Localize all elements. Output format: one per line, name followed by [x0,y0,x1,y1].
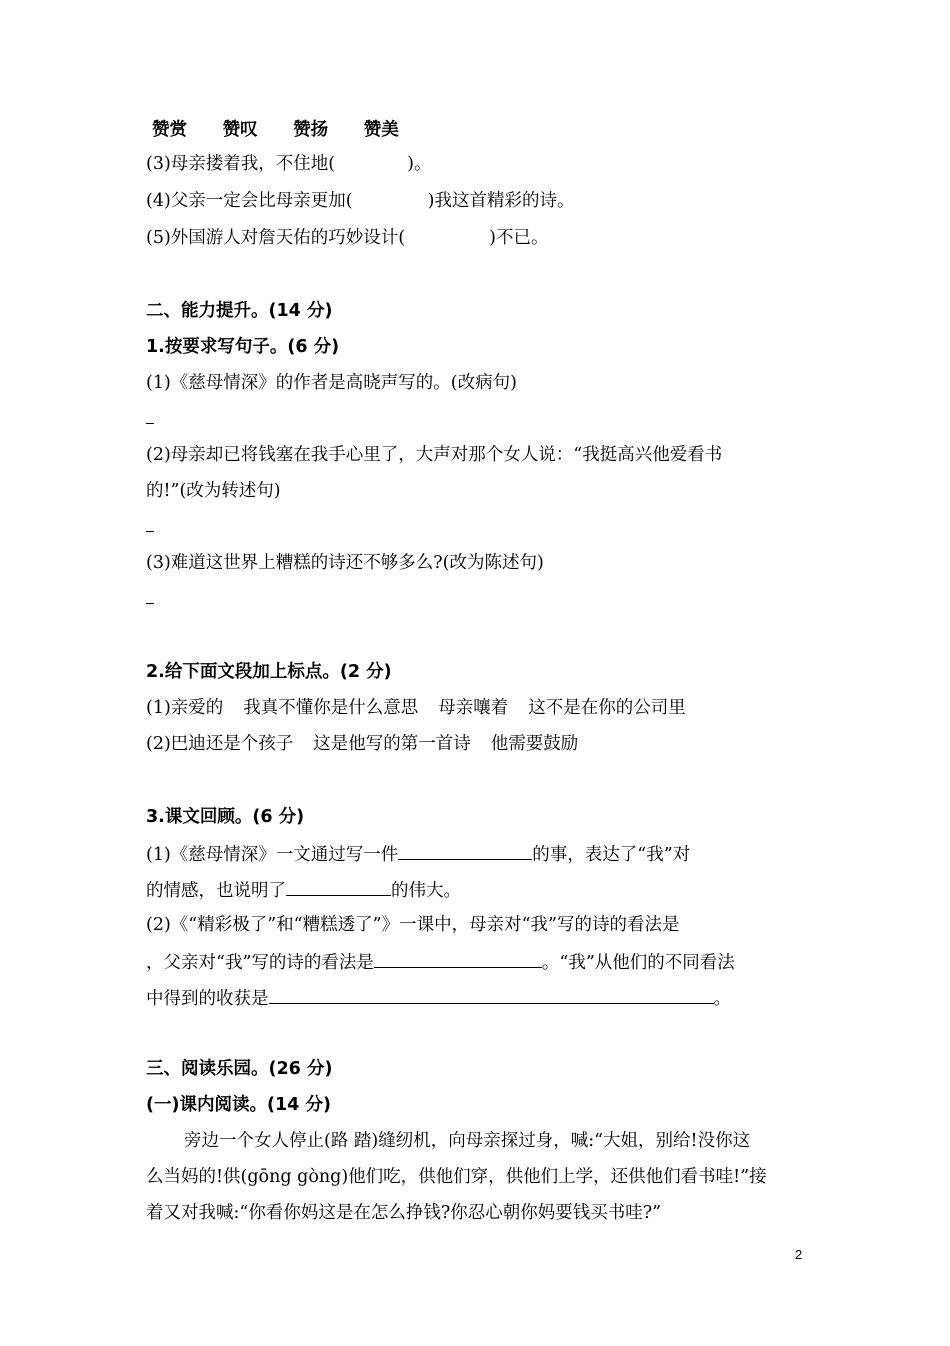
page-number: 2 [795,1247,803,1262]
section-3-title: 三、阅读乐园。(26 分) [146,1059,333,1079]
word-option: 赞美 [363,120,399,140]
sentence-2b: 的!”(改为转述句) [146,481,281,501]
sentence-3: (3)难道这世界上糟糕的诗还不够多么?(改为陈述句) [146,553,544,573]
answer-line-1[interactable] [146,407,154,431]
reading-subtitle: (一)课内阅读。(14 分) [146,1095,331,1115]
review-line-5: 中得到的收获是 。 [146,985,731,1011]
part-2-title: 2.给下面文段加上标点。(2 分) [146,662,392,682]
fill-blank[interactable] [398,841,532,860]
section-2-title: 二、能力提升。(14 分) [146,301,333,321]
part-3-title: 3.课文回顾。(6 分) [146,807,305,827]
reading-paragraph-line: 着又对我喊:“你看你妈这是在怎么挣钱?你忍心朝你妈要钱买书哇?” [146,1203,662,1223]
review-line-3: (2)《“精彩极了”和“糟糕透了”》一课中，母亲对“我”写的诗的看法是 [146,915,680,935]
word-bank [152,118,429,142]
punctuation-line-2: (2)巴迪还是个孩子 这是他写的第一首诗 他需要鼓励 [146,734,579,754]
fill-blank[interactable] [374,949,542,968]
fill-blank[interactable] [286,877,391,896]
review-line-4: ，父亲对“我”写的诗的看法是 。“我”从他们的不同看法 [146,949,735,975]
answer-line-2[interactable] [146,515,154,539]
answer-line-3[interactable] [146,587,154,611]
sentence-2a: (2)母亲却已将钱塞在我手心里了，大声对那个女人说：“我挺高兴他爱看书 [146,445,723,465]
review-line-1: (1)《慈母情深》一文通过写一件 的事，表达了“我”对 [146,841,690,867]
sentence-1: (1)《慈母情深》的作者是高晓声写的。(改病句) [146,373,517,393]
word-option: 赞赏 [152,120,187,140]
reading-paragraph-line: 么当妈的!供(gōng gòng)他们吃，供他们穿，供他们上学，还供他们看书哇!”接 [146,1167,767,1187]
fill-blank[interactable] [269,985,714,1004]
word-option: 赞叹 [222,120,258,140]
part-1-title: 1.按要求写句子。(6 分) [146,337,340,357]
word-option: 赞扬 [293,120,329,140]
review-line-2: 的情感，也说明了 的伟大。 [146,877,461,903]
question-3: (3)母亲搂着我，不住地( )。 [146,154,432,174]
question-5: (5)外国游人对詹天佑的巧妙设计( )不已。 [146,228,549,248]
reading-paragraph-line: 旁边一个女人停止(路 踏)缝纫机，向母亲探过身，喊:“大姐，别给!没你这 [184,1131,751,1151]
punctuation-line-1: (1)亲爱的 我真不懂你是什么意思 母亲嚷着 这不是在你的公司里 [146,698,686,718]
question-4: (4)父亲一定会比母亲更加( )我这首精彩的诗。 [146,191,575,211]
